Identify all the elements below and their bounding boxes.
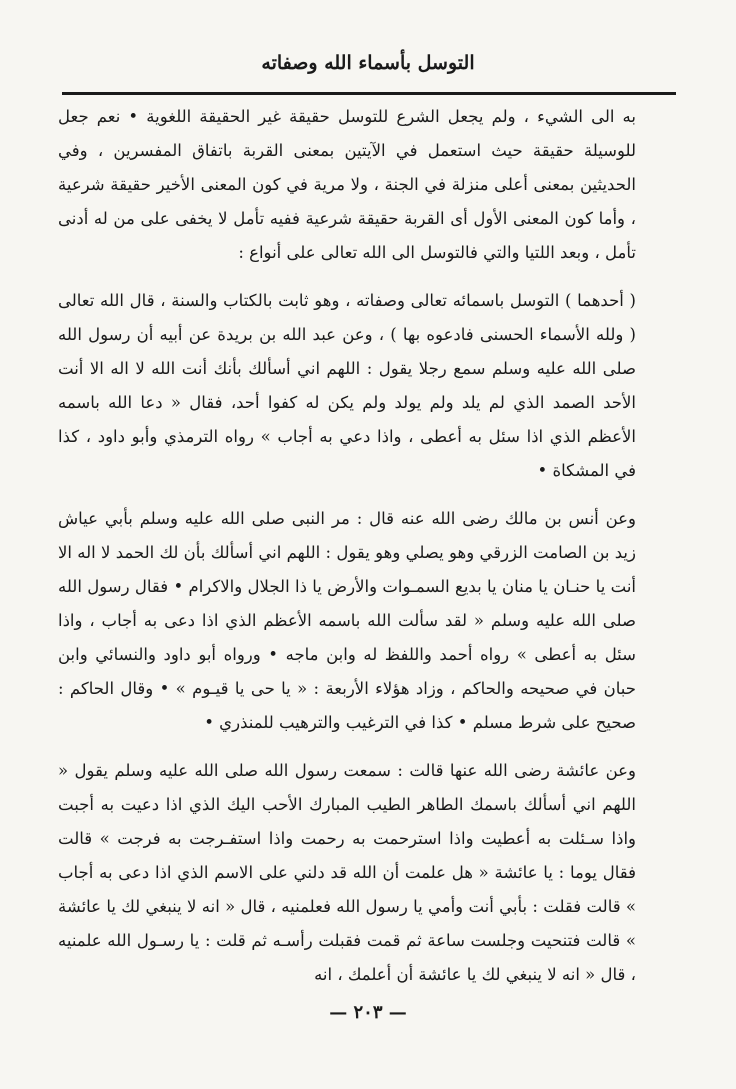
page-number: — ٢٠٣ — xyxy=(329,1002,407,1023)
header-divider xyxy=(62,92,676,95)
paragraph-3: وعن أنس بن مالك رضى الله عنه قال : مر النبى صلى الله عليه وسلم بأبي عياش زيد بن الصامت الزرقي وهو يصلي وهو يقول : اللهم اني أسألك بأن لك الحمد لا اله الا أنت يا حنـان يا منان يا بديع السمـوات والأرض يا ذا الجلال والاكرام • فقال رسول الله صلى الله عليه وسلم « لقد سألت الله باسمه الأعظم الذي اذا دعى به أجاب ، واذا سئل به أعطى » رواه أحمد واللفظ له وابن ماجه • ورواه أبو داود والنسائي وابن حبان في صحيحه والحاكم ، وزاد هؤلاء الأربعة : « يا حى يا قيـوم » • وقال الحاكم : صحيح على شرط مسلم • كذا في الترغيب والترهيب للمنذري • xyxy=(58,509,636,732)
paragraph-2: ( أحدهما ) التوسل باسمائه تعالى وصفاته ، وهو ثابت بالكتاب والسنة ، قال الله تعالى ( ولله الأسماء الحسنى فادعوه بها ) ، وعن عبد الله بن بريدة عن أبيه أن رسول الله صلى الله عليه وسلم سمع رجلا يقول : اللهم اني أسألك بأنك أنت الله لا اله الا أنت الأحد الصمد الذي لم يلد ولم يولد ولم يكن له كفوا أحد، فقال « دعا الله باسمه الأعظم الذي اذا سئل به أعطى ، واذا دعي به أجاب » رواه الترمذي وأبو داود ، كذا في المشكاة • xyxy=(58,291,636,480)
page-body xyxy=(58,100,636,992)
paragraph-1: به الى الشيء ، ولم يجعل الشرع للتوسل حقيقة غير الحقيقة اللغوية • نعم جعل للوسيلة حقيقة حيث استعمل في الآيتين بمعنى القربة باتفاق المفسرين ، وفي الحديثين بمعنى أعلى منزلة في الجنة ، ولا مرية في كون المعنى الأخير حقيقة شرعية ، وأما كون المعنى الأول أى القربة حقيقة شرعية ففيه تأمل لا يخفى على من له أدنى تأمل ، وبعد اللتيا والتي فالتوسل الى الله تعالى على أنواع : xyxy=(58,107,636,262)
paragraph-gap xyxy=(58,488,636,502)
paragraph-gap xyxy=(58,270,636,284)
paragraph-4: وعن عائشة رضى الله عنها قالت : سمعت رسول الله صلى الله عليه وسلم يقول « اللهم اني أسألك باسمك الطاهر الطيب المبارك الأحب اليك الذي اذا دعيت به أجبت واذا سـئلت به أعطيت واذا استرحمت به رحمت واذا استفـرجت به فرجت » قالت فقال يوما : يا عائشة « هل علمت أن الله قد دلني على الاسم الذي اذا دعى به أجاب » قالت فقلت : بأبي أنت وأمي يا رسول الله فعلمنيه ، قال « انه لا ينبغي لك يا عائشة » قالت فتنحيت وجلست ساعة ثم قمت فقبلت رأسـه ثم قلت : يا رسـول الله علمنيه ، قال « انه لا ينبغي لك يا عائشة أن أعلمك ، انه xyxy=(58,761,636,984)
page-title: التوسل بأسماء الله وصفاته xyxy=(261,52,475,74)
paragraph-gap xyxy=(58,740,636,754)
